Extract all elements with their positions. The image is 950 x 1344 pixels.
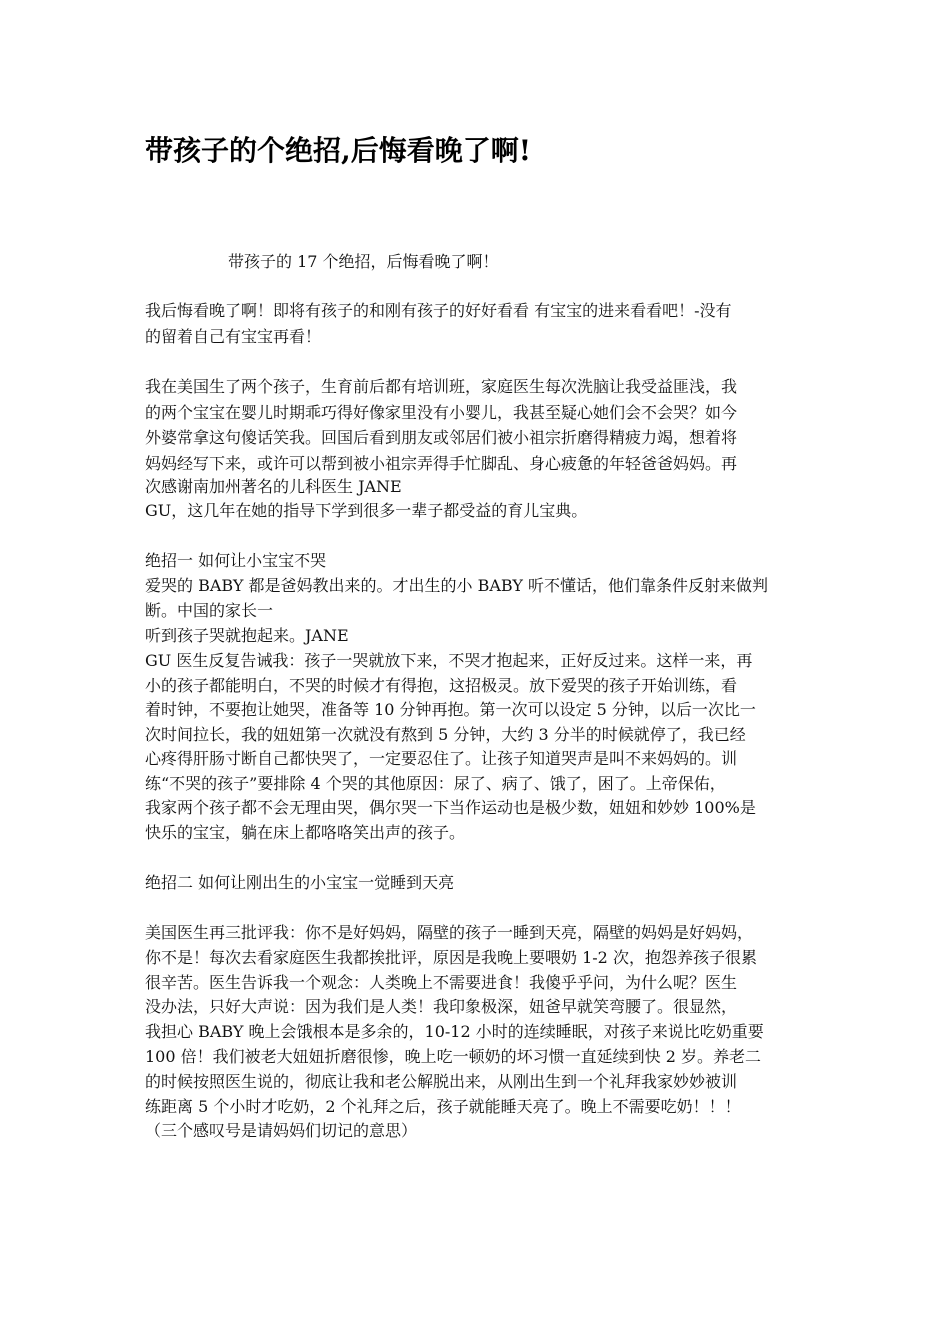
paragraph-line: 的时候按照医生说的，彻底让我和老公解脱出来，从刚出生到一个礼拜我家妙妙被训 bbox=[145, 1072, 738, 1091]
subtitle: 带孩子的 17 个绝招，后悔看晚了啊！ bbox=[228, 252, 499, 271]
intro-line: 我后悔看晚了啊！即将有孩子的和刚有孩子的好好看看 有宝宝的进来看看吧！-没有 bbox=[145, 301, 732, 320]
intro-line: 的留着自己有宝宝再看！ bbox=[145, 327, 322, 346]
paragraph-line: 断。中国的家长一 bbox=[145, 601, 274, 620]
paragraph-line: 妈妈经写下来，或许可以帮到被小祖宗弄得手忙脚乱、身心疲惫的年轻爸爸妈妈。再 bbox=[145, 454, 738, 473]
paragraph-line: 我家两个孩子都不会无理由哭，偶尔哭一下当作运动也是极少数，妞妞和妙妙 100%是 bbox=[145, 798, 756, 817]
paragraph-line: 外婆常拿这句傻话笑我。回国后看到朋友或邻居们被小祖宗折磨得精疲力竭，想着将 bbox=[145, 428, 738, 447]
paragraph-line: 我担心 BABY 晚上会饿根本是多余的，10-12 小时的连续睡眠，对孩子来说比吃奶重要 bbox=[145, 1022, 764, 1041]
document-title: 带孩子的个绝招,后悔看晚了啊! bbox=[145, 134, 532, 167]
paragraph-line: 练“不哭的孩子”要排除 4 个哭的其他原因：尿了、病了、饿了，困了。上帝保佑， bbox=[145, 774, 726, 793]
paragraph-line: GU 医生反复告诫我：孩子一哭就放下来，不哭才抱起来，正好反过来。这样一来，再 bbox=[145, 651, 753, 670]
paragraph-line: 练距离 5 个小时才吃奶，2 个礼拜之后，孩子就能睡天亮了。晚上不需要吃奶！！！ bbox=[145, 1097, 741, 1116]
paragraph-line: 你不是！每次去看家庭医生我都挨批评，原因是我晚上要喂奶 1-2 次，抱怨养孩子很累 bbox=[145, 948, 757, 967]
paragraph-line: 着时钟，不要抱让她哭，准备等 10 分钟再抱。第一次可以设定 5 分钟，以后一次比一 bbox=[145, 700, 756, 719]
paragraph-line: 很辛苦。医生告诉我一个观念：人类晚上不需要进食！我傻乎乎问，为什么呢？医生 bbox=[145, 973, 738, 992]
paragraph-line: 的两个宝宝在婴儿时期乖巧得好像家里没有小婴儿，我甚至疑心她们会不会哭？如今 bbox=[145, 403, 738, 422]
paragraph-line: 快乐的宝宝，躺在床上都咯咯笑出声的孩子。 bbox=[145, 823, 466, 842]
paragraph-line: 我在美国生了两个孩子，生育前后都有培训班，家庭医生每次洗脑让我受益匪浅，我 bbox=[145, 377, 738, 396]
section-heading: 绝招二 如何让刚出生的小宝宝一觉睡到天亮 bbox=[145, 873, 455, 892]
paragraph-line: GU，这几年在她的指导下学到很多一辈子都受益的育儿宝典。 bbox=[145, 501, 588, 520]
paragraph-line: 小的孩子都能明白，不哭的时候才有得抱，这招极灵。放下爱哭的孩子开始训练，看 bbox=[145, 676, 738, 695]
paragraph-line: 次感谢南加州著名的儿科医生 JANE bbox=[145, 477, 402, 496]
paragraph-line: 次时间拉长，我的妞妞第一次就没有熬到 5 分钟，大约 3 分半的时候就停了，我已经 bbox=[145, 725, 746, 744]
paragraph-line: （三个感叹号是请妈妈们切记的意思） bbox=[145, 1121, 418, 1140]
paragraph-line: 听到孩子哭就抱起来。JANE bbox=[145, 626, 349, 645]
paragraph-line: 美国医生再三批评我：你不是好妈妈，隔壁的孩子一睡到天亮，隔壁的妈妈是好妈妈， bbox=[145, 923, 754, 942]
paragraph-line: 爱哭的 BABY 都是爸妈教出来的。才出生的小 BABY 听不懂话，他们靠条件反射来做判 bbox=[145, 576, 769, 595]
section-heading: 绝招一 如何让小宝宝不哭 bbox=[145, 551, 327, 570]
paragraph-line: 100 倍！我们被老大妞妞折磨很惨，晚上吃一顿奶的坏习惯一直延续到快 2 岁。养老二 bbox=[145, 1047, 761, 1066]
paragraph-line: 心疼得肝肠寸断自己都快哭了，一定要忍住了。让孩子知道哭声是叫不来妈妈的。训 bbox=[145, 749, 738, 768]
paragraph-line: 没办法，只好大声说：因为我们是人类！我印象极深，妞爸早就笑弯腰了。很显然， bbox=[145, 997, 738, 1016]
